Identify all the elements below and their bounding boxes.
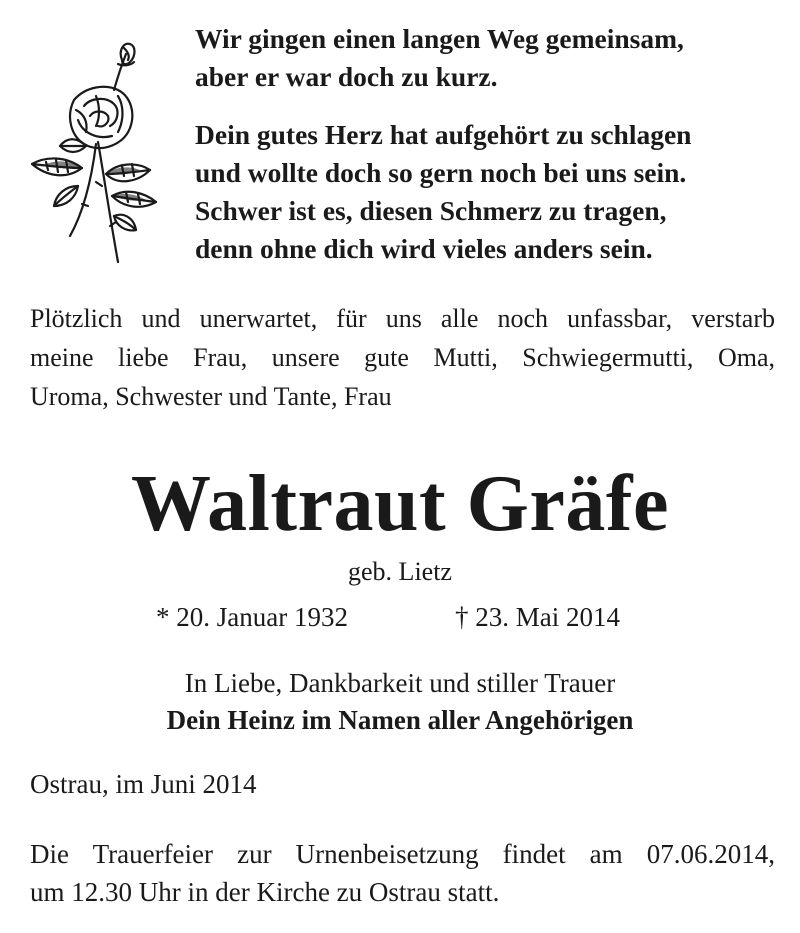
poem-line: Wir gingen einen langen Weg gemeinsam, [195,23,684,54]
death-date: † 23. Mai 2014 [455,602,620,632]
service-line: Die Trauerfeier zur Urnenbeisetzung findet am 07.06.2014, [30,839,775,869]
birth-date: * 20. Januar 1932 [156,602,348,632]
poem-line: Schwer ist es, diesen Schmerz zu tragen, [195,195,667,226]
announcement-line: Plötzlich und unerwartet, für uns alle noch unfassbar, verstarb [30,304,775,333]
mourning-line: In Liebe, Dankbarkeit und stiller Trauer [184,668,616,698]
deceased-name: Waltraut Gräfe [131,460,669,548]
poem-stanza-1 [195,20,785,96]
poem-stanza-2 [195,116,785,268]
maiden-name: geb. Lietz [348,557,452,586]
service-line: um 12.30 Uhr in der Kirche zu Ostrau statt. [30,877,500,907]
announcement-line: Uroma, Schwester und Tante, Frau [30,382,392,411]
poem-line: und wollte doch so gern noch bei uns sein. [195,157,687,188]
death-announcement-text [30,299,775,416]
funeral-service-info [30,835,775,911]
poem-line: Dein gutes Herz hat aufgehört zu schlagen [195,119,692,150]
signature: Dein Heinz im Namen aller Angehörigen [166,705,634,735]
poem-line: denn ohne dich wird vieles anders sein. [195,233,653,264]
poem-line: aber er war doch zu kurz. [195,61,498,92]
rose-icon [26,36,166,264]
announcement-line: meine liebe Frau, unsere gute Mutti, Schwiegermutti, Oma, [30,343,775,372]
place-and-date: Ostrau, im Juni 2014 [30,769,257,799]
poem [195,20,785,268]
